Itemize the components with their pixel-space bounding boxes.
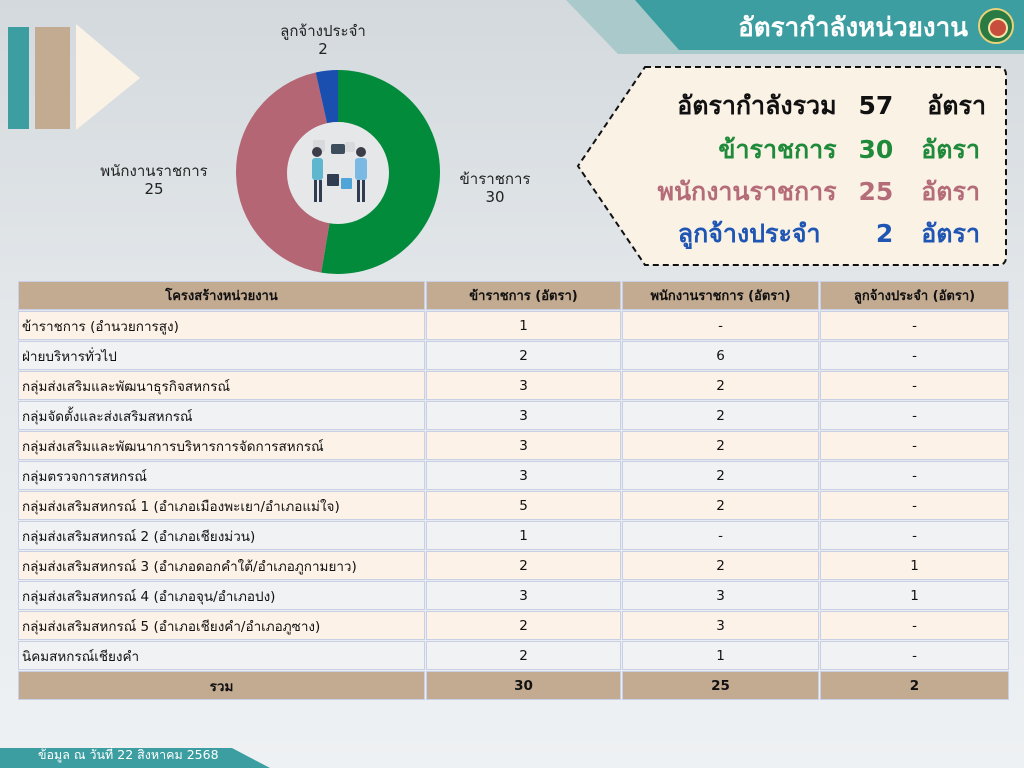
- decor-chevron-icon: [76, 24, 144, 132]
- table-cell-structure: ข้าราชการ (อำนวยการสูง): [19, 312, 424, 339]
- table-cell-value: 5: [427, 492, 620, 519]
- table-cell-value: 2: [623, 492, 818, 519]
- table-row: [19, 342, 1008, 369]
- table-cell-value: 2: [427, 342, 620, 369]
- decor-bar-teal: [8, 27, 29, 129]
- table-row: [19, 312, 1008, 339]
- table-cell-value: 2: [623, 552, 818, 579]
- table-cell-value: 3: [427, 432, 620, 459]
- chart-label-gov-name: ข้าราชการ: [459, 170, 531, 188]
- table-cell-value: 1: [427, 312, 620, 339]
- chart-label-temp-name: ลูกจ้างประจำ: [280, 22, 366, 40]
- table-cell-value: 3: [623, 612, 818, 639]
- table-cell-structure: กลุ่มส่งเสริมสหกรณ์ 2 (อำเภอเชียงม่วน): [19, 522, 424, 549]
- summary-staff-unit: อัตรา: [921, 177, 980, 206]
- footer-date-note: ข้อมูล ณ วันที่ 22 สิงหาคม 2568: [38, 747, 219, 762]
- decor-bar-tan: [35, 27, 70, 129]
- teamwork-illustration-icon: [287, 122, 389, 224]
- table-cell-value: 3: [427, 402, 620, 429]
- table-cell-value: -: [623, 522, 818, 549]
- summary-temp-unit: อัตรา: [921, 219, 980, 248]
- table-cell-value: -: [821, 462, 1008, 489]
- table-row: [19, 462, 1008, 489]
- summary-temp-label: ลูกจ้างประจำ: [677, 219, 821, 248]
- table-cell-value: 1: [427, 522, 620, 549]
- table-cell-value: 2: [623, 372, 818, 399]
- total-label: รวม: [19, 672, 424, 699]
- table-cell-structure: นิคมสหกรณ์เชียงคำ: [19, 642, 424, 669]
- table-cell-value: -: [821, 402, 1008, 429]
- table-cell-value: 2: [427, 642, 620, 669]
- table-row: [19, 522, 1008, 549]
- table-row: [19, 612, 1008, 639]
- header-temp-employee: ลูกจ้างประจำ (อัตรา): [821, 282, 1008, 309]
- table-cell-value: -: [821, 312, 1008, 339]
- staffing-table: [16, 279, 1011, 702]
- summary-gov-label: ข้าราชการ: [718, 135, 837, 164]
- table-row: [19, 582, 1008, 609]
- table-cell-structure: กลุ่มส่งเสริมสหกรณ์ 4 (อำเภอจุน/อำเภอปง): [19, 582, 424, 609]
- summary-total-value: 57: [858, 91, 894, 120]
- table-total-row: [19, 672, 1008, 699]
- summary-temp-employee: [678, 214, 980, 254]
- table-cell-value: -: [623, 312, 818, 339]
- chart-label-government-employee: [74, 162, 234, 198]
- table-cell-value: 1: [623, 642, 818, 669]
- table-row: [19, 492, 1008, 519]
- table-cell-value: -: [821, 612, 1008, 639]
- chart-label-staff-value: 25: [144, 180, 164, 198]
- total-government-officer: 30: [427, 672, 620, 699]
- summary-total: [677, 86, 986, 126]
- header-structure: โครงสร้างหน่วยงาน: [19, 282, 424, 309]
- summary-government-officer: [718, 130, 980, 170]
- table-cell-structure: กลุ่มส่งเสริมและพัฒนาธุรกิจสหกรณ์: [19, 372, 424, 399]
- chart-label-temp-value: 2: [318, 40, 328, 58]
- table-cell-structure: กลุ่มจัดตั้งและส่งเสริมสหกรณ์: [19, 402, 424, 429]
- table-cell-structure: กลุ่มส่งเสริมสหกรณ์ 5 (อำเภอเชียงคำ/อำเภอภูซาง): [19, 612, 424, 639]
- table-cell-value: 2: [427, 552, 620, 579]
- table-cell-value: -: [821, 342, 1008, 369]
- table-cell-value: 1: [821, 552, 1008, 579]
- summary-staff-value: 25: [858, 177, 894, 206]
- table-row: [19, 432, 1008, 459]
- table-cell-value: 1: [821, 582, 1008, 609]
- total-temp-employee: 2: [821, 672, 1008, 699]
- table-cell-value: 3: [427, 582, 620, 609]
- table-cell-value: 2: [623, 402, 818, 429]
- organization-seal-icon: [978, 8, 1014, 44]
- table-cell-value: -: [821, 372, 1008, 399]
- summary-staff-label: พนักงานราชการ: [657, 177, 837, 206]
- chart-label-temp-employee: [258, 22, 388, 58]
- table-row: [19, 642, 1008, 669]
- table-cell-value: 2: [623, 432, 818, 459]
- table-row: [19, 552, 1008, 579]
- summary-government-employee: [657, 172, 980, 212]
- summary-total-unit: อัตรา: [927, 91, 986, 120]
- summary-gov-unit: อัตรา: [921, 135, 980, 164]
- summary-total-label: อัตรากำลังรวม: [677, 91, 837, 120]
- table-cell-structure: กลุ่มส่งเสริมและพัฒนาการบริหารการจัดการสหกรณ์: [19, 432, 424, 459]
- header-government-employee: พนักงานราชการ (อัตรา): [623, 282, 818, 309]
- table-cell-value: -: [821, 522, 1008, 549]
- table-cell-structure: ฝ่ายบริหารทั่วไป: [19, 342, 424, 369]
- table-cell-structure: กลุ่มส่งเสริมสหกรณ์ 3 (อำเภอดอกคำใต้/อำเภอภูกามยาว): [19, 552, 424, 579]
- header-government-officer: ข้าราชการ (อัตรา): [427, 282, 620, 309]
- table-header-row: [19, 282, 1008, 309]
- page-title: อัตรากำลังหน่วยงาน: [738, 13, 968, 43]
- table-cell-value: 2: [623, 462, 818, 489]
- summary-gov-value: 30: [858, 135, 894, 164]
- table-cell-value: 2: [427, 612, 620, 639]
- chart-label-staff-name: พนักงานราชการ: [100, 162, 208, 180]
- table-cell-structure: กลุ่มตรวจการสหกรณ์: [19, 462, 424, 489]
- chart-label-government-officer: [440, 170, 550, 206]
- table-cell-value: 3: [623, 582, 818, 609]
- table-cell-value: 6: [623, 342, 818, 369]
- total-government-employee: 25: [623, 672, 818, 699]
- table-cell-value: -: [821, 642, 1008, 669]
- table-cell-value: 3: [427, 372, 620, 399]
- table-cell-value: -: [821, 492, 1008, 519]
- summary-temp-value: 2: [875, 219, 894, 248]
- table-cell-structure: กลุ่มส่งเสริมสหกรณ์ 1 (อำเภอเมืองพะเยา/อำเภอแม่ใจ): [19, 492, 424, 519]
- table-cell-value: -: [821, 432, 1008, 459]
- table-row: [19, 402, 1008, 429]
- table-row: [19, 372, 1008, 399]
- chart-label-gov-value: 30: [485, 188, 505, 206]
- table-cell-value: 3: [427, 462, 620, 489]
